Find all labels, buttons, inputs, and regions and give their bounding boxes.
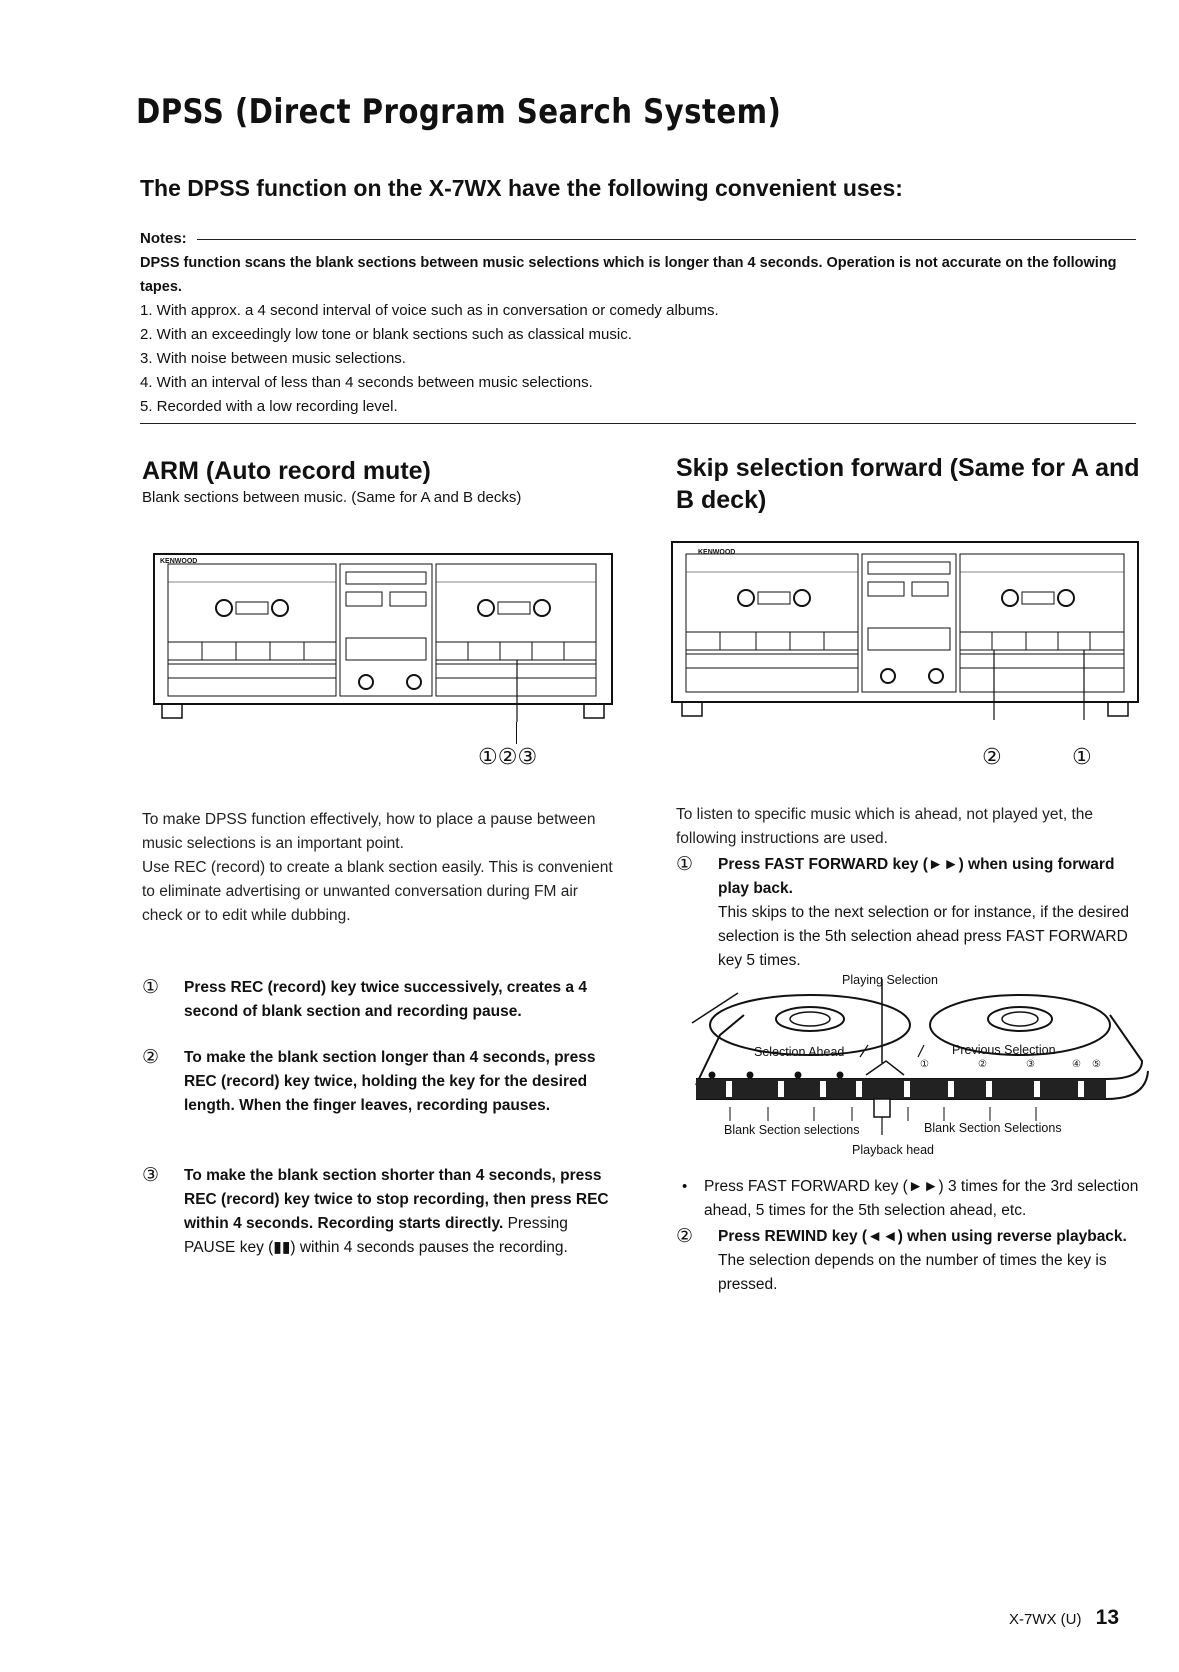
- selection-mark: ①: [920, 1059, 929, 1070]
- notes-item: 4. With an interval of less than 4 seconds between music selections.: [140, 374, 593, 391]
- selection-ahead-label: Selection Ahead: [754, 1045, 845, 1059]
- tape-diagram: [690, 975, 1150, 1157]
- arm-intro-para: Use REC (record) to create a blank section easily. This is convenient to eliminate advertising or unwanted conversation during FM air check or to edit while dubbing.: [142, 859, 613, 924]
- step-number: ①: [142, 977, 160, 998]
- selection-mark: ④: [1072, 1059, 1081, 1070]
- step-bold-text: Press FAST FORWARD key (►►) when using forward play back.: [718, 856, 1115, 897]
- step-number: ②: [676, 1226, 694, 1247]
- blank-section-label-right: Blank Section Selections: [924, 1121, 1062, 1135]
- arm-body: [142, 808, 617, 928]
- notes-item: 2. With an exceedingly low tone or blank sections such as classical music.: [140, 326, 632, 343]
- step-number: ②: [142, 1047, 160, 1068]
- bullet-icon: •: [682, 1178, 688, 1195]
- notes-header: [140, 230, 1136, 247]
- notes-item: 1. With approx. a 4 second interval of voice such as in conversation or comedy albums.: [140, 302, 719, 319]
- skip-body: [676, 803, 1141, 973]
- selection-mark: ⑤: [1092, 1059, 1101, 1070]
- skip-deck-brand: KENWOOD: [698, 549, 736, 556]
- step-text: The selection depends on the number of times the key is pressed.: [718, 1252, 1107, 1293]
- step-bold-text: Press REWIND key (◄◄) when using reverse playback.: [718, 1228, 1127, 1245]
- notes-heading: Notes:: [140, 230, 187, 247]
- arm-callout: ①②③: [478, 744, 538, 769]
- selection-mark: ②: [978, 1059, 987, 1070]
- notes-list: [140, 299, 1136, 419]
- step-text: This skips to the next selection or for instance, if the desired selection is the 5th selection ahead press FAST FORWARD key 5 times.: [718, 904, 1129, 969]
- step-text: Pressing PAUSE key (▮▮) within 4 seconds pauses the recording.: [184, 1215, 568, 1256]
- footer-model: X-7WX (U): [1008, 1611, 1082, 1628]
- playback-head-label: Playback head: [852, 1143, 935, 1157]
- arm-deck-brand: KENWOOD: [160, 558, 198, 565]
- cassette-deck-icon: [152, 552, 614, 722]
- notes-bottom-rule: [140, 423, 1136, 424]
- step-number: ①: [676, 854, 694, 875]
- selection-mark: ③: [1026, 1059, 1035, 1070]
- skip-lower-body: [676, 1175, 1141, 1297]
- notes-item: 5. Recorded with a low recording level.: [140, 398, 398, 415]
- cassette-deck-icon: [670, 540, 1140, 720]
- arm-step-1: [142, 976, 617, 1024]
- step-bold-text: To make the blank section shorter than 4 seconds, press REC (record) key twice to stop recording, then press REC within 4 seconds. Recording starts directly.: [184, 1167, 609, 1232]
- step-bold-text: To make the blank section longer than 4 seconds, press REC (record) key twice, holding the key for the desired length. When the finger leaves, recording pauses.: [184, 1049, 596, 1114]
- skip-callout-left: ②: [982, 744, 1002, 769]
- blank-section-label-left: Blank Section selections: [724, 1123, 860, 1137]
- playing-selection-label: Playing Selection: [842, 973, 938, 987]
- skip-deck-illustration: [670, 540, 1140, 720]
- page-number: 13: [1095, 1606, 1119, 1629]
- skip-callout-right: ①: [1072, 744, 1092, 769]
- notes-rule: [197, 239, 1136, 240]
- arm-subheading: Blank sections between music. (Same for A and B decks): [142, 489, 522, 506]
- page-subtitle: The DPSS function on the X-7WX have the following convenient uses:: [140, 175, 903, 201]
- arm-deck-illustration: [152, 552, 614, 722]
- notes-bold-text: DPSS function scans the blank sections between music selections which is longer than 4 seconds. Operation is not accurate on the following tapes.: [140, 255, 1117, 295]
- arm-intro-para: To make DPSS function effectively, how to place a pause between music selections is an important point.: [142, 811, 596, 852]
- notes-box: [140, 230, 1136, 424]
- arm-step-3: [142, 1164, 617, 1260]
- previous-selection-label: Previous Selection: [952, 1043, 1056, 1057]
- page-title: DPSS (Direct Program Search System): [136, 92, 782, 132]
- step-bold-text: Press REC (record) key twice successively, creates a 4 second of blank section and recording pause.: [184, 979, 587, 1020]
- skip-bullet-text: Press FAST FORWARD key (►►) 3 times for the 3rd selection ahead, 5 times for the 5th selection ahead, etc.: [704, 1178, 1139, 1219]
- step-number: ③: [142, 1165, 160, 1186]
- notes-item: 3. With noise between music selections.: [140, 350, 406, 367]
- skip-intro-para: To listen to specific music which is ahead, not played yet, the following instructions are used.: [676, 806, 1093, 847]
- arm-step-2: [142, 1046, 617, 1118]
- skip-heading: Skip selection forward (Same for A and B deck): [676, 454, 1140, 514]
- arm-heading: ARM (Auto record mute): [142, 457, 431, 485]
- arm-callout-line: [516, 722, 517, 744]
- page-footer: [1009, 1606, 1119, 1630]
